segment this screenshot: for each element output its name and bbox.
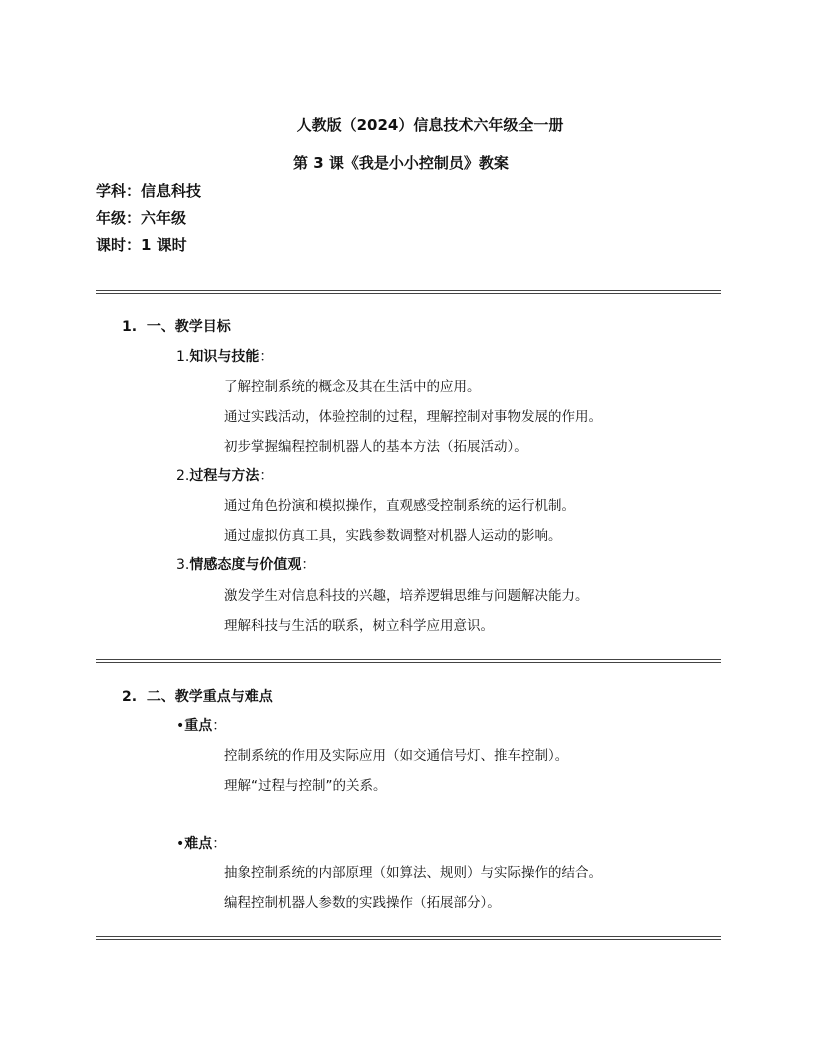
meta-hours: 课时：1 课时 [96, 236, 187, 254]
meta-subject: 学科：信息科技 [96, 182, 202, 200]
document-subtitle: 第 3 课《我是小小控制员》教案 [293, 154, 509, 172]
subheading-key-points [176, 715, 226, 735]
bullet: • [176, 836, 185, 852]
subheading-colon: ： [259, 468, 274, 484]
bullet: • [176, 718, 185, 734]
subheading-number: 3. [176, 557, 190, 573]
section-divider [96, 659, 721, 663]
section-title: 二、教学重点与难点 [146, 689, 273, 705]
subheading-label: 重点 [184, 718, 213, 734]
meta-grade: 年级：六年级 [96, 209, 187, 227]
list-item: 抽象控制系统的内部原理（如算法、规则）与实际操作的结合。 [224, 865, 602, 881]
section-divider [96, 936, 721, 940]
subheading-knowledge-skills [176, 346, 273, 366]
subheading-label: 知识与技能 [189, 349, 260, 365]
list-item: 激发学生对信息科技的兴趣，培养逻辑思维与问题解决能力。 [224, 588, 589, 604]
list-item: 初步掌握编程控制机器人的基本方法（拓展活动）。 [224, 439, 528, 455]
subheading-label: 难点 [184, 836, 213, 852]
section-title: 一、教学目标 [146, 319, 231, 335]
subheading-process-methods [176, 465, 273, 485]
list-item: 编程控制机器人参数的实践操作（拓展部分）。 [224, 895, 501, 911]
subheading-colon: ： [212, 718, 227, 734]
subheading-label: 情感态度与价值观 [189, 557, 302, 573]
subheading-number: 1. [176, 349, 190, 365]
subheading-label: 过程与方法 [189, 468, 260, 484]
document-title: 人教版（2024）信息技术六年级全一册 [296, 116, 564, 134]
list-item: 通过虚拟仿真工具，实践参数调整对机器人运动的影响。 [224, 528, 562, 544]
list-item: 通过角色扮演和模拟操作，直观感受控制系统的运行机制。 [224, 498, 575, 514]
subheading-difficult-points [176, 833, 226, 853]
subheading-colon: ： [301, 557, 316, 573]
list-item: 通过实践活动，体验控制的过程，理解控制对事物发展的作用。 [224, 409, 602, 425]
section-heading-key-difficult [122, 686, 273, 706]
subheading-colon: ： [212, 836, 227, 852]
subheading-number: 2. [176, 468, 190, 484]
list-item: 控制系统的作用及实际应用（如交通信号灯、推车控制）。 [224, 748, 569, 764]
section-number: 1. [122, 319, 138, 335]
section-number: 2. [122, 689, 138, 705]
section-heading-objectives [122, 316, 231, 336]
list-item: 理解“过程与控制”的关系。 [224, 778, 387, 794]
list-item: 了解控制系统的概念及其在生活中的应用。 [224, 379, 481, 395]
list-item: 理解科技与生活的联系，树立科学应用意识。 [224, 618, 494, 634]
section-divider [96, 290, 721, 294]
subheading-colon: ： [259, 349, 274, 365]
subheading-attitudes-values [176, 554, 315, 574]
